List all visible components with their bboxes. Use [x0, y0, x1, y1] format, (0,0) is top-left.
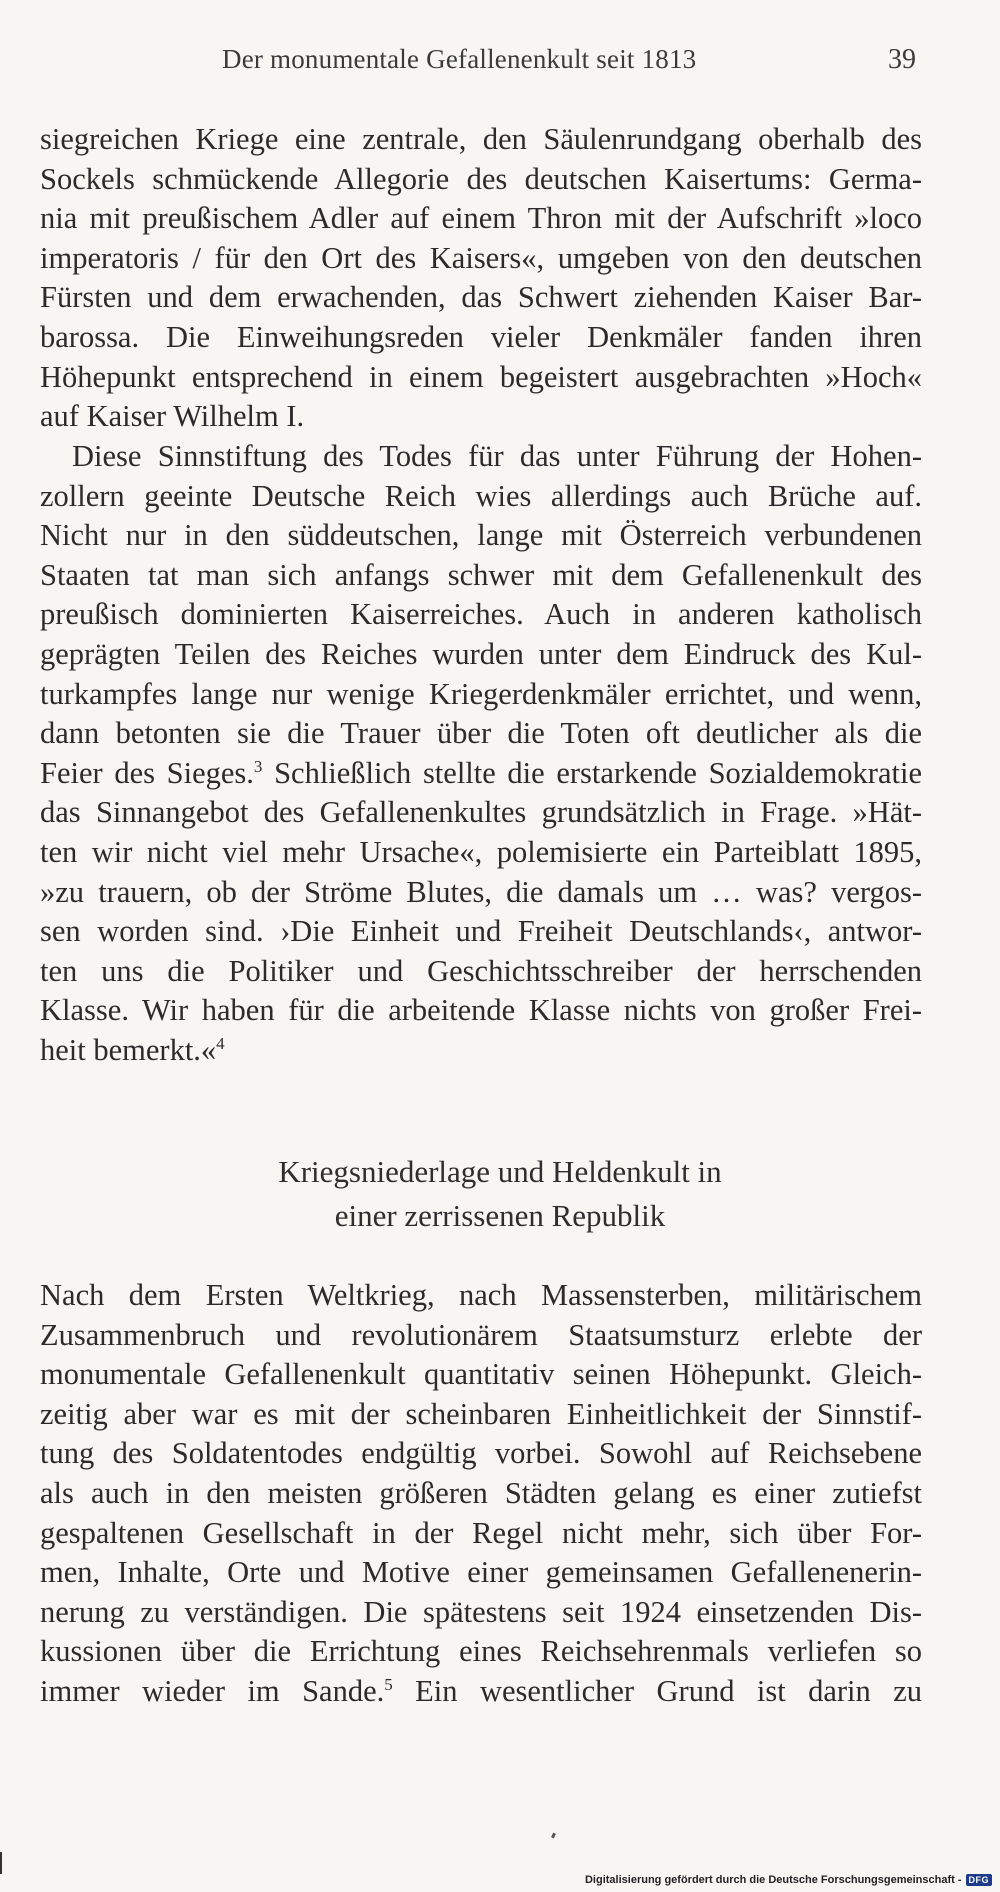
text-line: men, Inhalte, Orte und Motive einer gemeinsamen Gefallenenerin- [40, 1555, 922, 1590]
text-line: ten wir nicht viel mehr Ursache«, polemisierte ein Parteiblatt 1895, [40, 834, 922, 869]
running-title: Der monumentale Gefallenenkult seit 1813 [222, 44, 697, 74]
text-line-with-footnote [40, 1672, 922, 1712]
text-line: geprägten Teilen des Reiches wurden unter dem Eindruck des Kul- [40, 636, 922, 671]
text-segment: Schließlich stellte die erstarkende Sozialdemokratie [262, 755, 922, 790]
text-line: als auch in den meisten größeren Städten gelang es einer zutiefst [40, 1475, 922, 1510]
section-heading-line: Kriegsniederlage und Heldenkult in [278, 1154, 722, 1189]
footnote-marker[interactable]: 4 [216, 1033, 225, 1053]
text-line: kussionen über die Errichtung eines Reichsehrenmals verliefen so [40, 1634, 922, 1669]
text-line: Fürsten und dem erwachenden, das Schwert ziehenden Kaiser Bar- [40, 280, 922, 315]
footnote-marker[interactable]: 3 [253, 756, 263, 776]
paragraph-weltkrieg [40, 1276, 922, 1712]
paragraph-sinnstiftung [40, 437, 922, 1071]
text-line: turkampfes lange nur wenige Kriegerdenkmäler errichtet, und wenn, [40, 676, 922, 711]
text-line-with-footnote [40, 754, 922, 794]
digitization-footer [585, 1874, 992, 1886]
section-heading-line: einer zerrissenen Republik [334, 1198, 666, 1233]
text-line: Klasse. Wir haben für die arbeitende Klasse nichts von großer Frei- [40, 993, 922, 1028]
dfg-logo-icon: DFG [966, 1874, 993, 1886]
text-line: zeitig aber war es mit der scheinbaren Einheitlichkeit der Sinnstif- [40, 1396, 922, 1431]
text-segment: Feier des Sieges. [40, 755, 254, 790]
text-line: Diese Sinnstiftung des Todes für das unter Führung der Hohen- [72, 439, 922, 473]
paragraph-continued [40, 120, 922, 437]
text-line: tung des Soldatentodes endgültig vorbei. Sowohl auf Reichsebene [40, 1436, 922, 1471]
text-segment: Ein wesentlicher Grund ist darin zu [392, 1673, 922, 1708]
text-line: zollern geeinte Deutsche Reich wies allerdings auch Brüche auf. [40, 478, 922, 513]
text-line: Nicht nur in den süddeutschen, lange mit Österreich verbundenen [40, 518, 922, 553]
text-line: imperatoris / für den Ort des Kaisers«, umgeben von den deutschen [40, 240, 922, 275]
text-line: Zusammenbruch und revolutionärem Staatsumsturz erlebte der [40, 1317, 922, 1352]
text-line: Nach dem Ersten Weltkrieg, nach Massensterben, militärischem [40, 1278, 922, 1312]
text-line: dann betonten sie die Trauer über die Toten oft deutlicher als die [40, 716, 922, 751]
text-line: Staaten tat man sich anfangs schwer mit dem Gefallenenkult des [40, 557, 922, 592]
footnote-marker[interactable]: 5 [384, 1674, 393, 1694]
text-line: ten uns die Politiker und Geschichtsschreiber der herrschenden [40, 953, 922, 988]
scan-margin-mark [0, 1852, 2, 1874]
text-line: nia mit preußischem Adler auf einem Thron mit der Aufschrift »loco [40, 201, 922, 236]
page-number: 39 [888, 44, 916, 75]
section-heading [0, 1150, 1000, 1238]
text-line: auf Kaiser Wilhelm I. [40, 399, 305, 434]
text-line: Sockels schmückende Allegorie des deutschen Kaisertums: Germa- [40, 161, 922, 196]
text-line: sen worden sind. ›Die Einheit und Freiheit Deutschlands‹, antwor- [40, 914, 922, 949]
text-line: nerung zu verständigen. Die spätestens seit 1924 einsetzenden Dis- [40, 1594, 922, 1629]
text-line: das Sinnangebot des Gefallenenkultes grundsätzlich in Frage. »Hät- [40, 795, 922, 830]
text-line: preußisch dominierten Kaiserreiches. Auch in anderen katholisch [40, 597, 922, 632]
text-line: monumentale Gefallenenkult quantitativ seinen Höhepunkt. Gleich- [40, 1357, 922, 1392]
scan-speck [551, 1833, 556, 1839]
text-line-with-footnote [40, 1031, 922, 1071]
text-segment: immer wieder im Sande. [40, 1673, 385, 1708]
text-line: gespaltenen Gesellschaft in der Regel nicht mehr, sich über For- [40, 1515, 922, 1550]
running-head [0, 44, 1000, 84]
text-segment: heit bemerkt.« [40, 1032, 217, 1067]
text-line: siegreichen Kriege eine zentrale, den Säulenrundgang oberhalb des [40, 122, 922, 156]
funding-note: Digitalisierung gefördert durch die Deutsche Forschungsgemeinschaft - [584, 1874, 962, 1886]
text-line: »zu trauern, ob der Ströme Blutes, die damals um … was? vergos- [40, 874, 922, 909]
text-line: Höhepunkt entsprechend in einem begeistert ausgebrachten »Hoch« [40, 359, 922, 394]
text-line: barossa. Die Einweihungsreden vieler Denkmäler fanden ihren [40, 319, 922, 354]
